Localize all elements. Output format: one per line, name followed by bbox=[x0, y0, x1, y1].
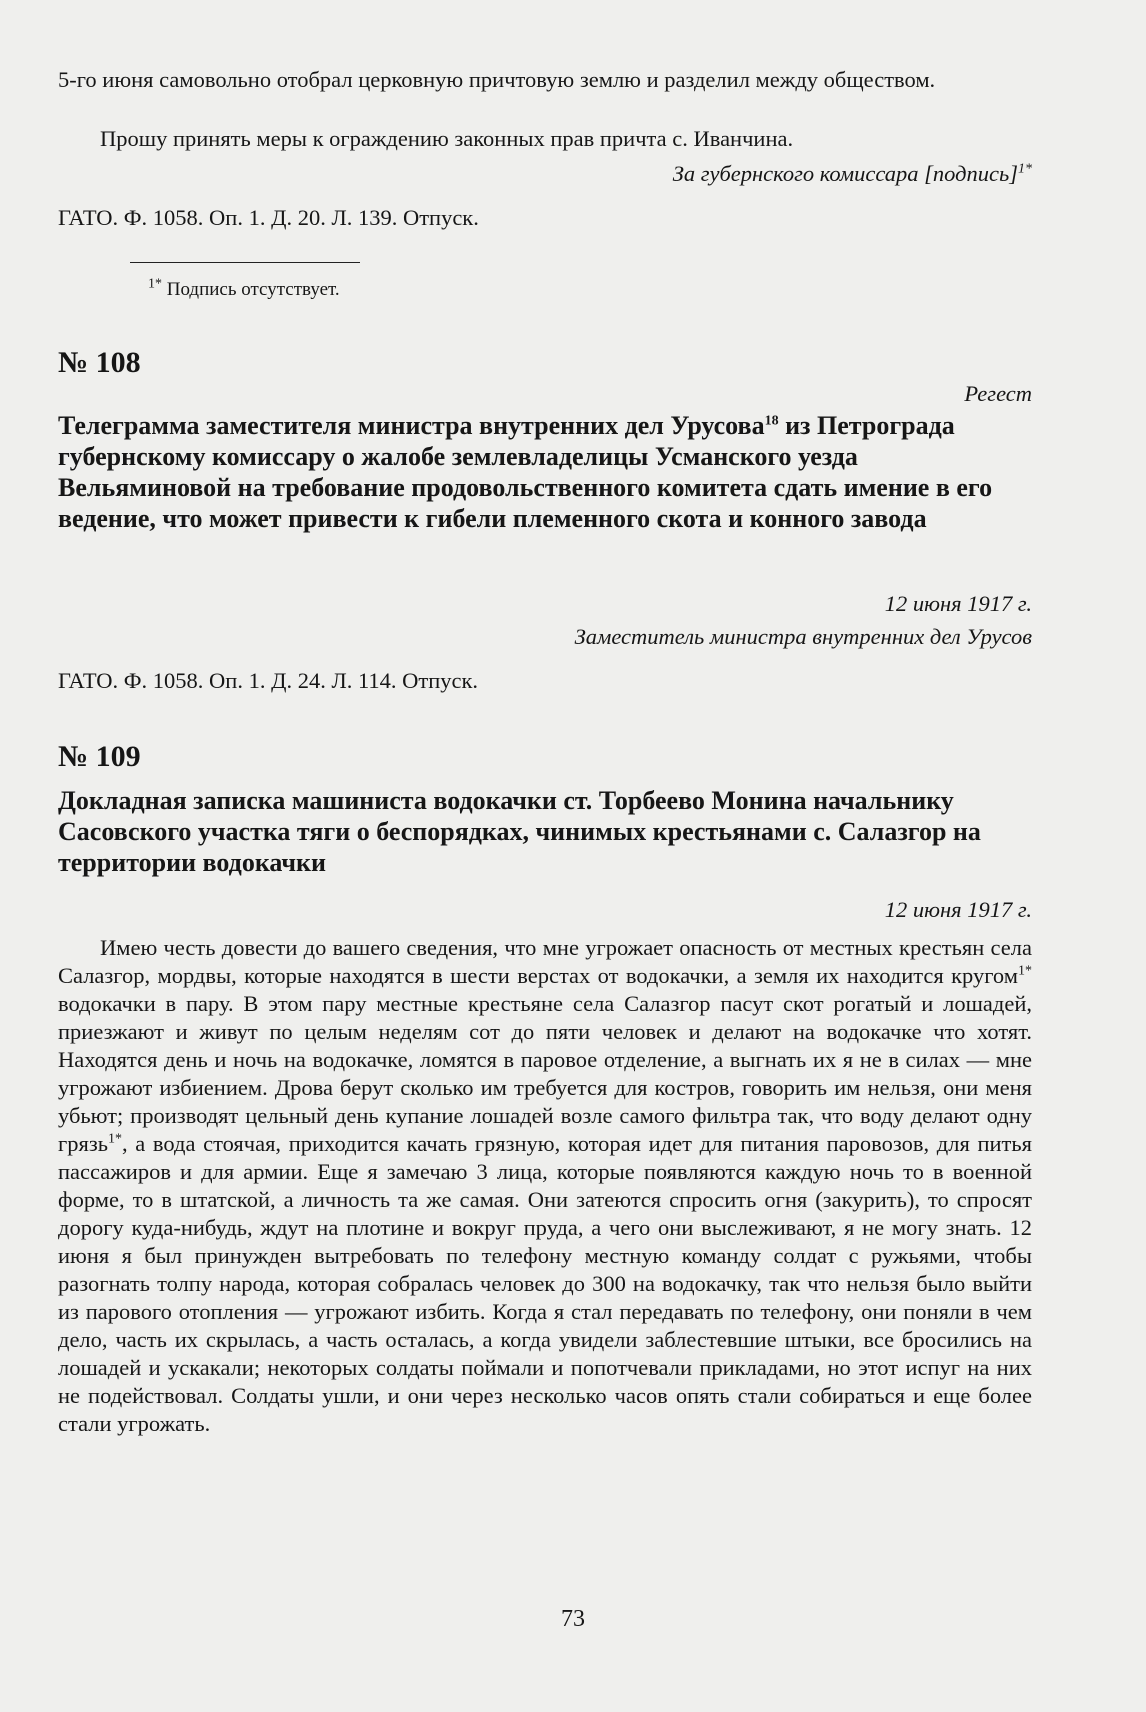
footnote-divider bbox=[130, 262, 360, 263]
signature-text: За губернского комиссара [подпись] bbox=[672, 161, 1018, 186]
footnote bbox=[148, 276, 948, 304]
doc-108-number: № 108 bbox=[58, 346, 141, 379]
doc-108-title-note: 18 bbox=[764, 413, 779, 429]
continued-paragraph: 5-го июня самовольно отобрал церковную причтовую землю и разделил между обществом. bbox=[58, 67, 936, 92]
doc-108-date: 12 июня 1917 г. bbox=[884, 591, 1032, 616]
signature-footnote-mark: 1* bbox=[1018, 161, 1032, 177]
footnote-mark: 1* bbox=[148, 276, 162, 292]
footnote-text: Подпись отсутствует. bbox=[166, 279, 340, 300]
doc-109-title: Докладная записка машиниста водокачки ст. Торбеево Монина начальнику Сасовского участка тяги о беспорядках, чинимых крестьянами с. Салазгор на территории водокачки bbox=[58, 786, 981, 877]
doc-109-note-2: 1* bbox=[107, 1131, 122, 1147]
doc-108-title bbox=[58, 410, 1032, 534]
doc-108-label: Регест bbox=[964, 381, 1032, 406]
archive-source: ГАТО. Ф. 1058. Оп. 1. Д. 20. Л. 139. Отпуск. bbox=[58, 205, 479, 230]
doc-108-signature: Заместитель министра внутренних дел Урусов bbox=[574, 624, 1032, 649]
doc-109-body-part-1: Имею честь довести до вашего сведения, что мне угрожает опасность от местных крестьян села Салазгор, мордвы, которые находятся в шести верстах от водокачки, а земля их находится кругом bbox=[58, 935, 1032, 988]
signature-line bbox=[58, 160, 1032, 188]
doc-109-body bbox=[58, 934, 1032, 1438]
doc-109-body-part-3: , а вода стоячая, приходится качать грязную, которая идет для питания паровозов, для питья пассажиров и для армии. Еще я замечаю 3 лица, которые появляются каждую ночь то в военной форме, то в штатской, а личность та же самая. Они затеются спросить огня (закурить), то спросят дорогу куда-нибудь, ждут на плотине и вокруг пруда, а чего они выслеживают, я не могу знать. 12 июня я был принужден вытребовать по телефону местную команду солдат с ружьями, чтобы разогнать толпу народа, которая собралась человек до 300 на водокачку, так что нельзя было выйти из парового отопления — угрожают избить. Когда я стал передавать по телефону, они поняли в чем дело, часть их скрылась, а часть осталась, а когда увидели заблестевшие штыки, все бросились на лошадей и ускакали; некоторых солдаты поймали и попотчевали прикладами, но этот испуг на них не подействовал. Солдаты ушли, и они через несколько часов опять стали собираться и еще более стали угрожать. bbox=[58, 1131, 1032, 1436]
doc-109-date: 12 июня 1917 г. bbox=[884, 897, 1032, 922]
doc-109-note-1: 1* bbox=[1018, 963, 1032, 979]
doc-109-number: № 109 bbox=[58, 740, 141, 773]
page-number: 73 bbox=[561, 1606, 585, 1632]
request-paragraph: Прошу принять меры к ограждению законных прав причта с. Иванчина. bbox=[100, 126, 794, 151]
doc-108-title-rest: из Петрограда губернскому комиссару о жалобе землевладелицы Усманского уезда Вельяминовой на требование продовольственного комитета сдать имение в его ведение, что может привести к гибели племенного скота и конного завода bbox=[58, 411, 993, 533]
doc-108-source: ГАТО. Ф. 1058. Оп. 1. Д. 24. Л. 114. Отпуск. bbox=[58, 668, 479, 693]
doc-109-body-part-2: водокачки в пару. В этом пару местные крестьяне села Салазгор пасут скот рогатый и лошадей, приезжают и живут по целым неделям сот до пяти человек и делают на водокачке что хотят. Находятся день и ночь на водокачке, ломятся в паровое отделение, а выгнать их я не в силах — мне угрожают избиением. Дрова берут сколько им требуется для костров, говорить им нельзя, они меня убьют; производят цельный день купание лошадей возле самого фильтра так, что воду делают одну грязь bbox=[58, 991, 1032, 1156]
doc-108-title-start: Телеграмма заместителя министра внутренних дел Урусова bbox=[58, 411, 765, 440]
